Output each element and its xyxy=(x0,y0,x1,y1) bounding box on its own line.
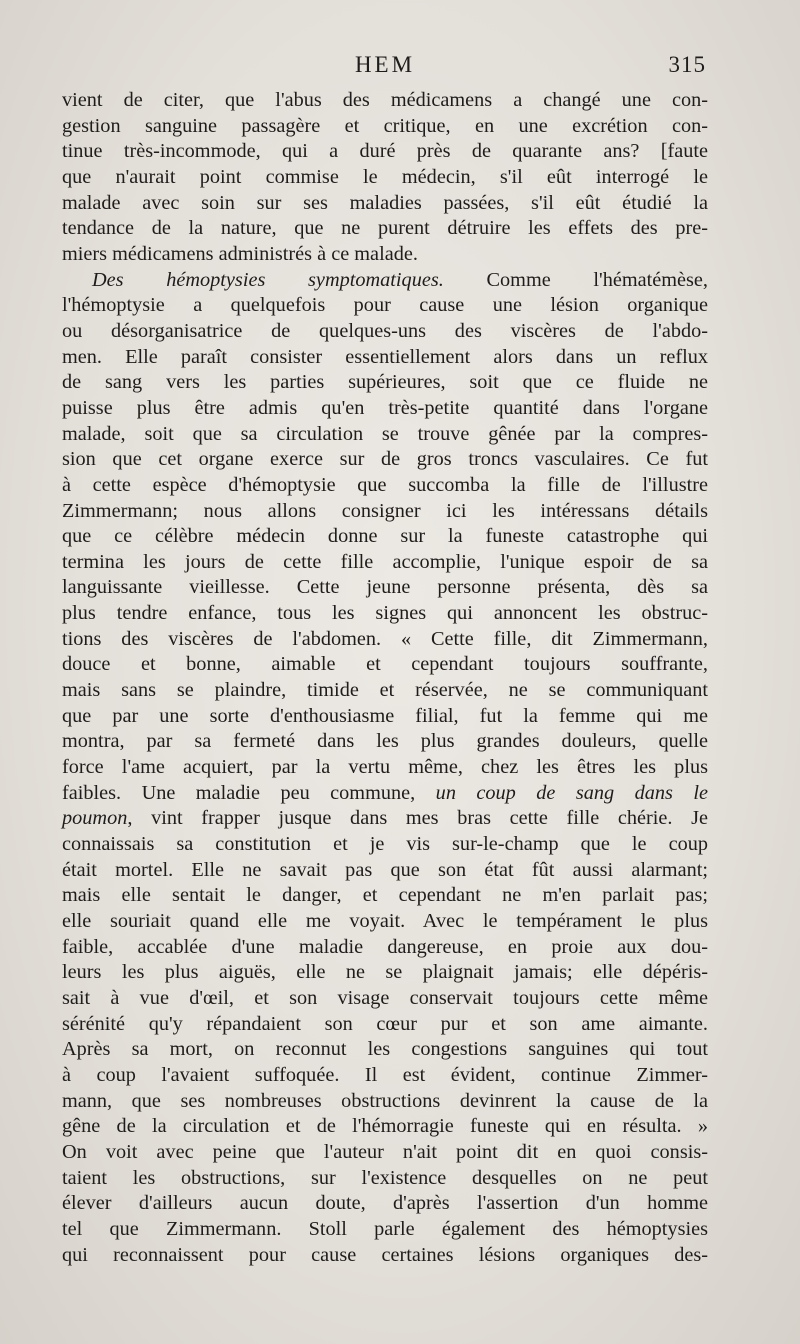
text-line: plus tendre enfance, tous les signes qui annoncent les obstruc- xyxy=(62,602,708,625)
text-line: Après sa mort, on reconnut les congestions sanguines qui tout xyxy=(62,1038,708,1061)
text-line: tinue très-incommode, qui a duré près de quarante ans? [faute xyxy=(62,140,708,163)
text-line: tel que Zimmermann. Stoll parle également des hémoptysies xyxy=(62,1217,708,1240)
text-line xyxy=(62,268,708,294)
text-line: qui reconnaissent pour cause certaines lésions organiques des- xyxy=(62,1243,708,1266)
text-line: languissante vieillesse. Cette jeune personne présenta, dès sa xyxy=(62,576,708,599)
text-line: sion que cet organe exerce sur de gros troncs vasculaires. Ce fut xyxy=(62,448,708,471)
text-line: était mortel. Elle ne savait pas que son état fût aussi alarmant; xyxy=(62,858,708,881)
page-number: 315 xyxy=(668,52,706,77)
text-line: faible, accablée d'une maladie dangereuse, en proie aux dou- xyxy=(62,935,708,958)
text-line: elle souriait quand elle me voyait. Avec le tempérament le plus xyxy=(62,910,708,932)
italic-phrase: un coup de sang dans le xyxy=(435,781,709,804)
text-line: douce et bonne, aimable et cependant toujours souffrante, xyxy=(62,653,708,676)
text-line: l'hémoptysie a quelquefois pour cause une lésion organique xyxy=(62,294,708,317)
text-line: gestion sanguine passagère et critique, en une excrétion con- xyxy=(62,114,708,137)
text-line: connaissais sa constitution et je vis sur-le-champ que le coup xyxy=(62,833,708,856)
text-line xyxy=(62,806,708,832)
text-span: , vint frapper jusque dans mes bras cette fille chérie. Je xyxy=(127,807,708,830)
text-line xyxy=(62,781,708,807)
section-heading: Des hémoptysies symptomatiques. xyxy=(92,268,444,291)
text-line: sait à vue d'œil, et son visage conservait toujours cette même xyxy=(62,986,708,1009)
text-line: puisse plus être admis qu'en très-petite quantité dans l'organe xyxy=(62,396,708,419)
text-span: faibles. Une maladie peu commune, xyxy=(62,781,436,804)
text-line: à coup l'avaient suffoquée. Il est évident, continue Zimmer- xyxy=(62,1063,708,1086)
text-line: mais sans se plaindre, timide et réservée, ne se communiquant xyxy=(62,679,708,702)
running-head: HEM xyxy=(354,52,416,77)
text-line: tions des viscères de l'abdomen. « Cette fille, dit Zimmermann, xyxy=(62,627,708,650)
text-line: que n'aurait point commise le médecin, s'il eût interrogé le xyxy=(62,165,708,188)
text-line: de sang vers les parties supérieures, soit que ce fluide ne xyxy=(62,371,708,394)
text-line: tendance de la nature, que ne purent détruire les effets des pre- xyxy=(62,217,708,240)
text-line: malade, soit que sa circulation se trouve gênée par la compres- xyxy=(62,422,708,445)
text-line: que par une sorte d'enthousiasme filial, fut la femme qui me xyxy=(62,704,708,727)
text-line: que ce célèbre médecin donne sur la funeste catastrophe qui xyxy=(62,525,708,548)
text-line: malade avec soin sur ses maladies passées, s'il eût étudié la xyxy=(62,191,708,214)
text-line: Zimmermann; nous allons consigner ici les intéressans détails xyxy=(62,499,708,522)
text-span: Comme l'hématémèse, xyxy=(443,268,708,291)
italic-phrase: poumon xyxy=(62,807,128,830)
text-line: miers médicamens administrés à ce malade. xyxy=(62,242,418,265)
text-line: leurs les plus aiguës, elle ne se plaignait jamais; elle dépéris- xyxy=(62,961,708,984)
text-line: mann, que ses nombreuses obstructions devinrent la cause de la xyxy=(62,1089,708,1112)
text-line: à cette espèce d'hémoptysie que succomba la fille de l'illustre xyxy=(62,473,708,496)
text-line: On voit avec peine que l'auteur n'ait point dit en quoi consis- xyxy=(62,1140,708,1163)
body-text xyxy=(62,88,708,1268)
page-header xyxy=(64,52,706,86)
text-line: élever d'ailleurs aucun doute, d'après l'assertion d'un homme xyxy=(62,1192,708,1215)
text-line: sérénité qu'y répandaient son cœur pur et son ame aimante. xyxy=(62,1012,708,1035)
text-line: men. Elle paraît consister essentiellement alors dans un reflux xyxy=(62,345,708,368)
text-line: force l'ame acquiert, par la vertu même, chez les êtres les plus xyxy=(62,756,708,779)
text-line: montra, par sa fermeté dans les plus grandes douleurs, quelle xyxy=(62,730,708,753)
text-line: ou désorganisatrice de quelques-uns des viscères de l'abdo- xyxy=(62,319,708,342)
text-line: taient les obstructions, sur l'existence desquelles on ne peut xyxy=(62,1166,708,1189)
text-line: vient de citer, que l'abus des médicamens a changé une con- xyxy=(62,89,708,111)
text-line: gêne de la circulation et de l'hémorragie funeste qui en résulta. » xyxy=(62,1115,708,1138)
text-line: termina les jours de cette fille accomplie, l'unique espoir de sa xyxy=(62,550,708,573)
text-line: mais elle sentait le danger, et cependant ne m'en parlait pas; xyxy=(62,884,708,907)
